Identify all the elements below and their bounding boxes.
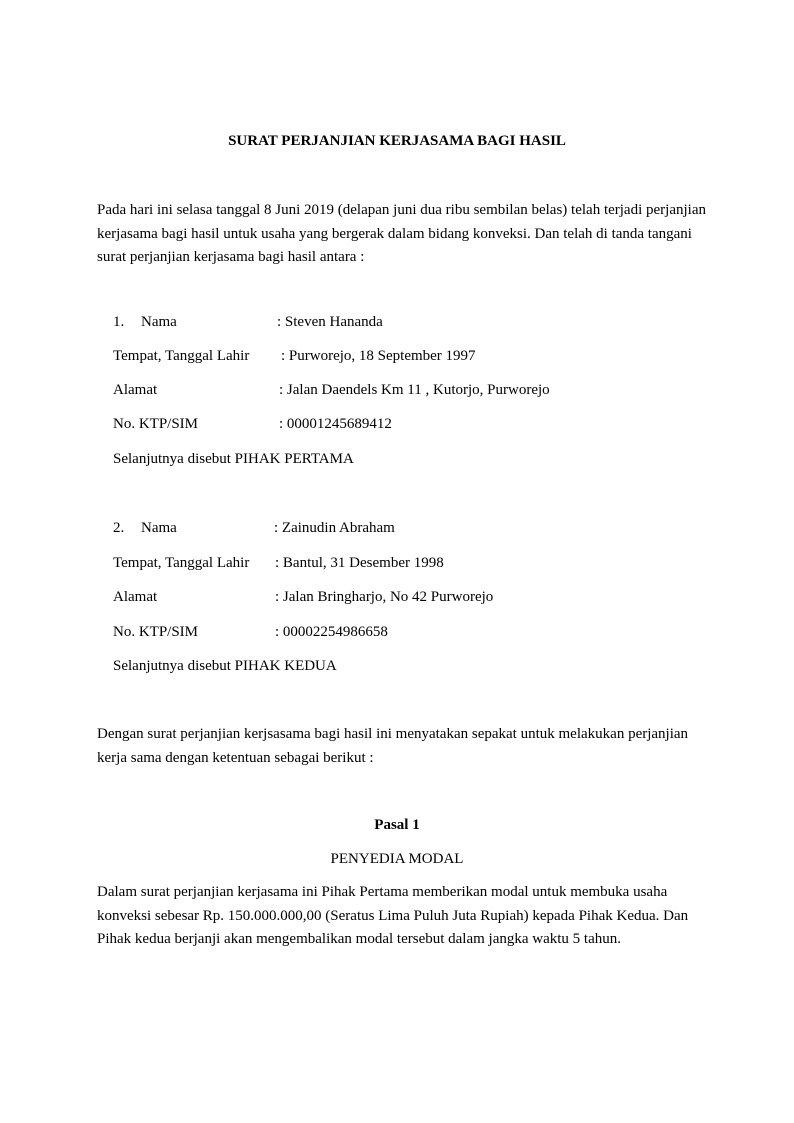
article1-subheading: PENYEDIA MODAL [330, 851, 464, 867]
article1-heading: Pasal 1 [374, 817, 420, 833]
party1-name-value: : Steven Hananda [277, 314, 383, 330]
party2-name-value: : Zainudin Abraham [274, 520, 395, 536]
party2-birth-value: : Bantul, 31 Desember 1998 [275, 555, 444, 571]
party1-designation: Selanjutnya disebut PIHAK PERTAMA [113, 451, 354, 467]
party2-id-label: No. KTP/SIM [113, 624, 199, 640]
party2-id-value: : 00002254986658 [275, 624, 388, 640]
document-title: SURAT PERJANJIAN KERJASAMA BAGI HASIL [228, 133, 566, 149]
party1-address-value: : Jalan Daendels Km 11 , Kutorjo, Purworejo [279, 382, 550, 398]
party1-birth-value: : Purworejo, 18 September 1997 [281, 348, 476, 364]
party2-name-label: Nama [141, 520, 177, 536]
party2-address-value: : Jalan Bringharjo, No 42 Purworejo [275, 589, 494, 605]
party2-address-label: Alamat [113, 589, 158, 605]
party2-designation: Selanjutnya disebut PIHAK KEDUA [113, 658, 337, 674]
party1-id-label: No. KTP/SIM [113, 416, 199, 432]
party1-id-value: : 00001245689412 [279, 416, 392, 432]
agreement-intro-paragraph: Dengan surat perjanjian kerjsasama bagi hasil ini menyatakan sepakat untuk melakukan perjanjian kerja sama dengan ketentuan sebagai berikut : [97, 726, 689, 766]
party2-number: 2. [113, 520, 125, 536]
party1-number: 1. [113, 314, 125, 330]
party2-birth-label: Tempat, Tanggal Lahir [113, 555, 250, 571]
party1-birth-label: Tempat, Tanggal Lahir [113, 348, 250, 364]
party1-name-label: Nama [141, 314, 177, 330]
intro-paragraph: Pada hari ini selasa tanggal 8 Juni 2019 (delapan juni dua ribu sembilan belas) telah terjadi perjanjian kerjasama bagi hasil untuk usaha yang bergerak dalam bidang konveksi. Dan telah di tanda tangani surat perjanjian kerjasama bagi hasil antara : [97, 202, 706, 265]
article1-body: Dalam surat perjanjian kerjasama ini Pihak Pertama memberikan modal untuk membuka usaha konveksi sebesar Rp. 150.000.000,00 (Seratus Lima Puluh Juta Rupiah) kepada Pihak Kedua. Dan Pihak kedua berjanji akan mengembalikan modal tersebut dalam jangka waktu 5 tahun. [97, 884, 689, 947]
party1-address-label: Alamat [113, 382, 158, 398]
